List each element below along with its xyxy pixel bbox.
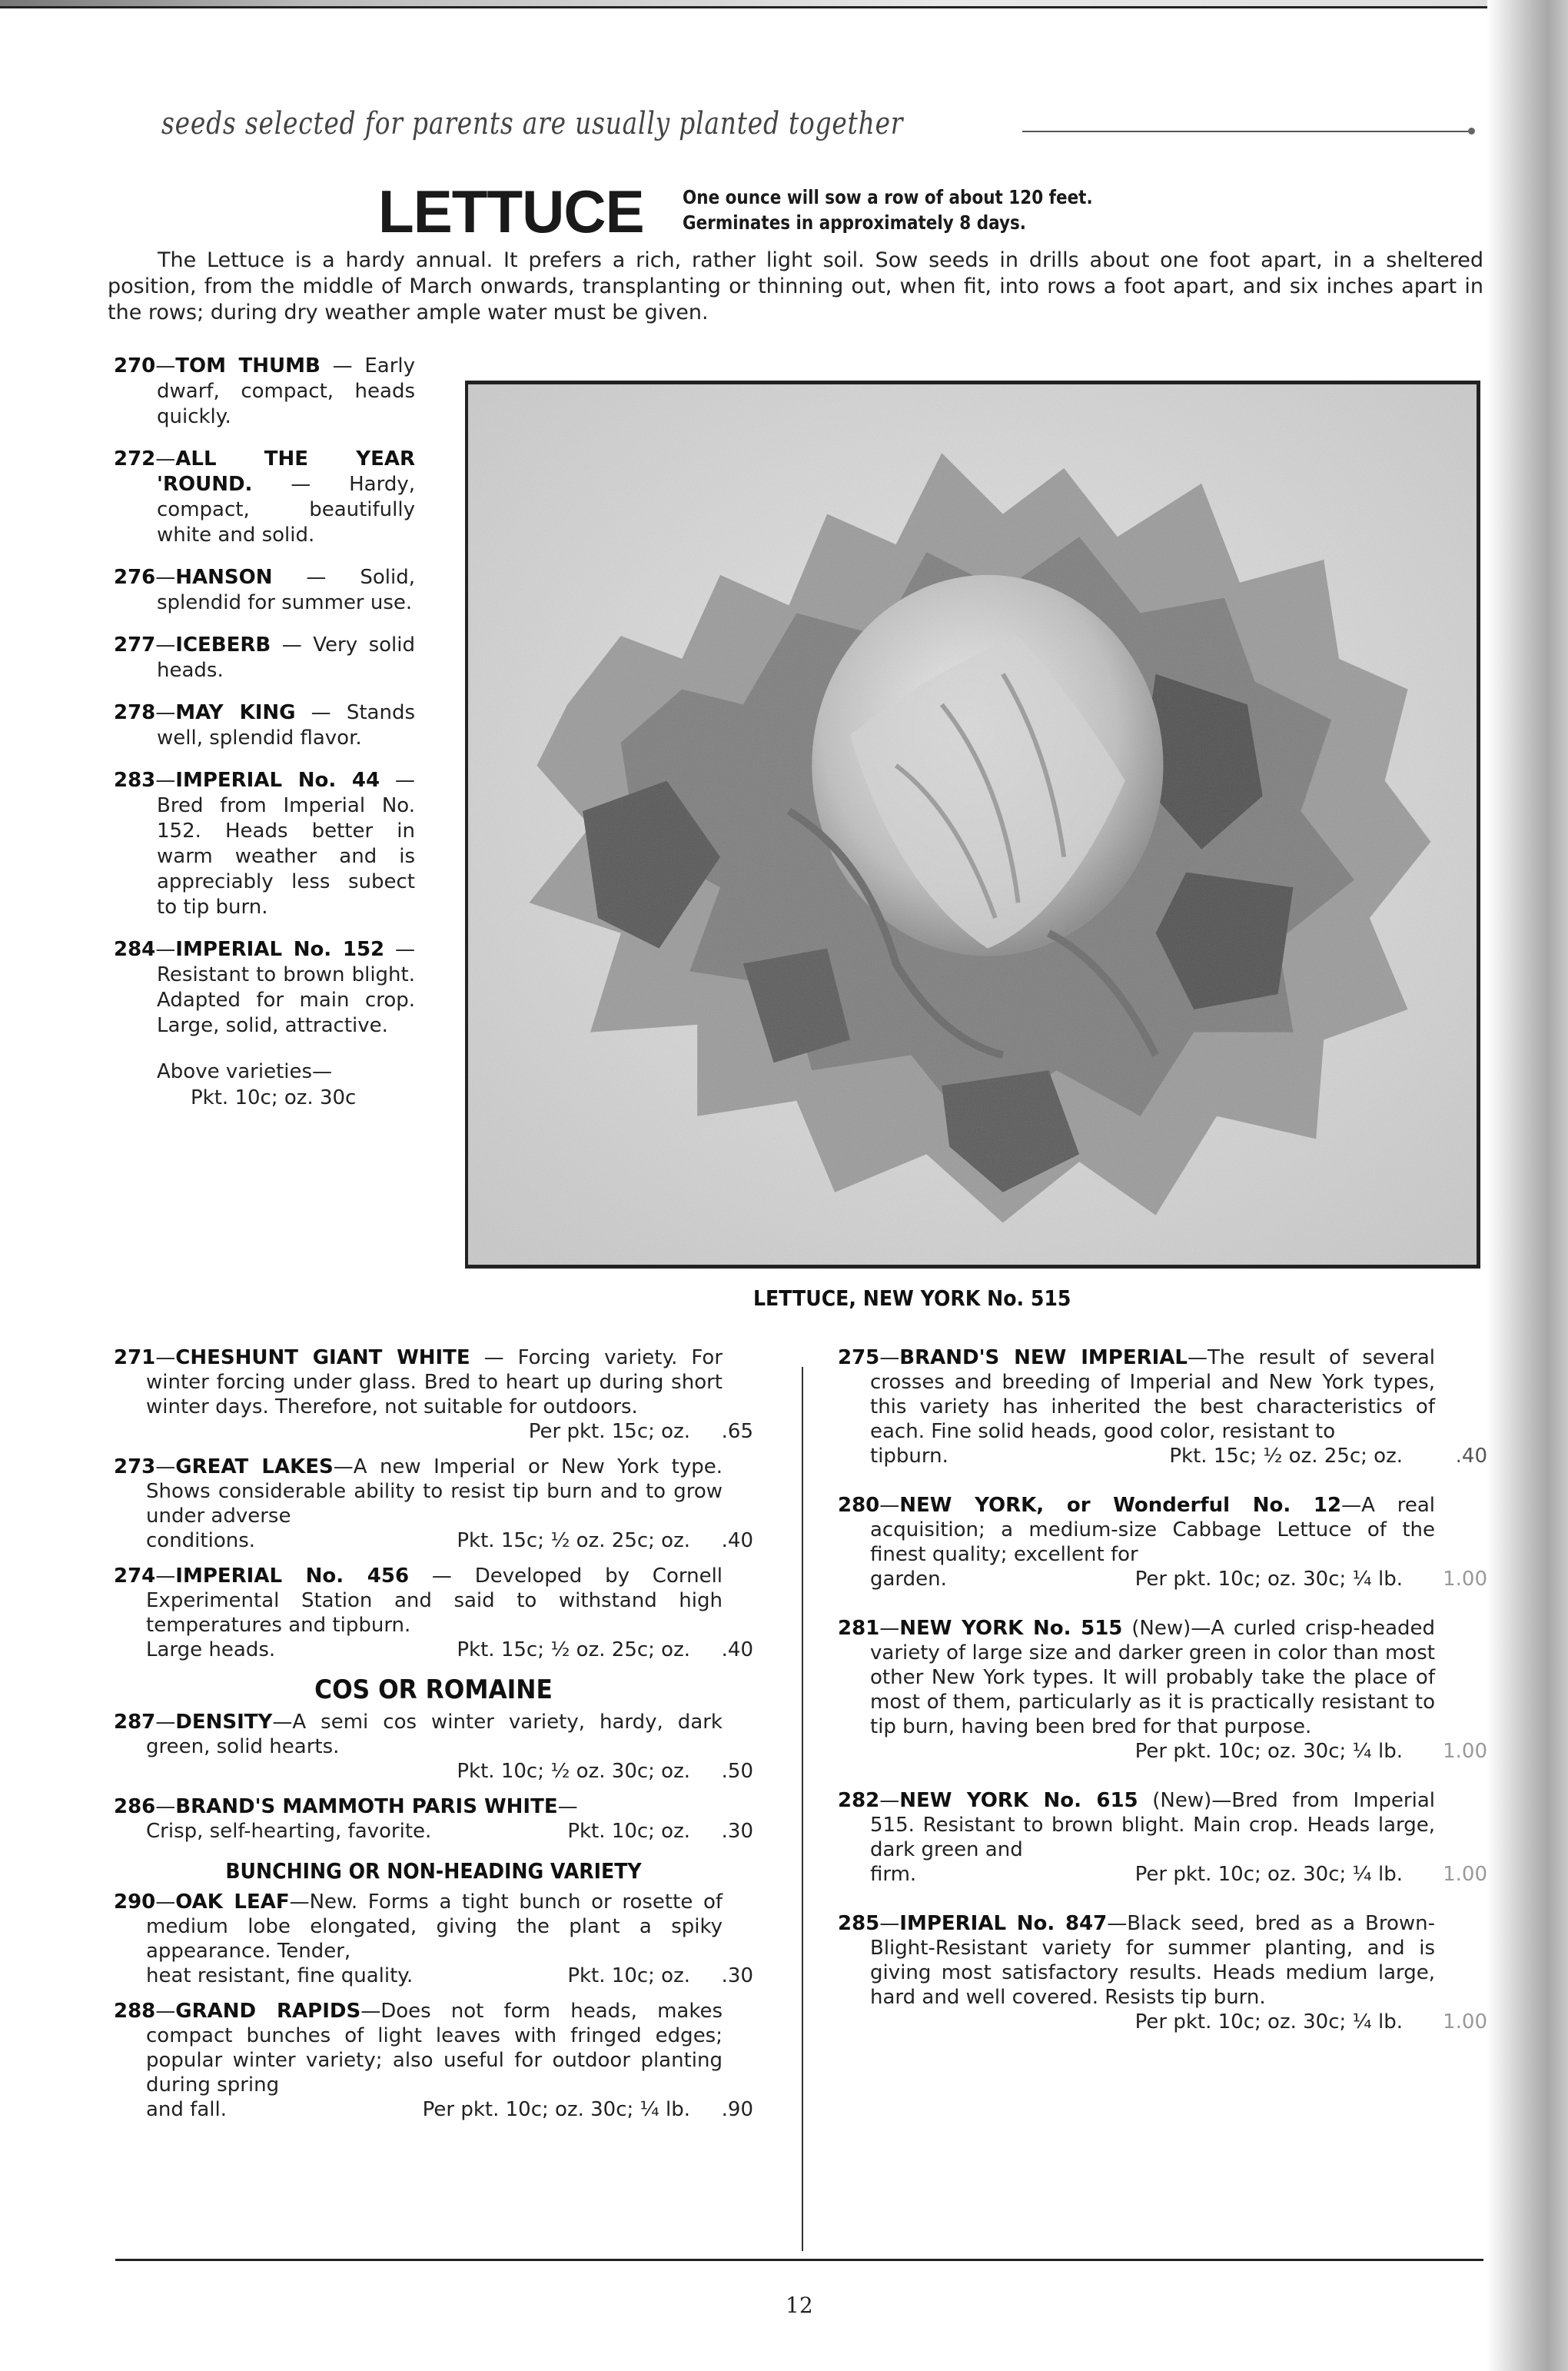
item-price-amount: 1.00	[1443, 1740, 1487, 1763]
above-varieties-note	[114, 1059, 415, 1111]
running-head-rule-end	[1468, 128, 1475, 135]
item-description-block: 282—NEW YORK No. 615 (New)—Bred from Imperial 515. Resistant to brown blight. Main crop. Heads large, dark green and	[838, 1789, 1436, 1861]
catalog-item	[838, 1493, 1487, 1591]
item-description-block: 274—IMPERIAL No. 456 — Developed by Cornell Experimental Station and said to withstand high temperatures and tipburn.	[114, 1565, 723, 1637]
item-separator: —	[1107, 1912, 1128, 1935]
variety-entry: 277—ICEBERB — Very solid heads.	[114, 633, 416, 682]
variety-name: TOM THUMB	[175, 354, 321, 377]
variety-number: 278	[114, 701, 156, 724]
item-separator: —	[409, 1565, 475, 1588]
item-price-amount: 1.00	[1443, 2010, 1487, 2033]
item-price-amount: .30	[721, 1820, 753, 1843]
item-description-tail: conditions.	[146, 1529, 256, 1552]
photo-caption: LETTUCE, NEW YORK No. 515	[753, 1285, 1071, 1311]
variety-entry: 270—TOM THUMB — Early dwarf, compact, heads quickly.	[114, 354, 415, 428]
item-name: NEW YORK, or Wonderful No. 12	[899, 1494, 1342, 1517]
item-price-line	[114, 1964, 690, 1988]
item-name: GRAND RAPIDS	[175, 2000, 361, 2023]
item-price-label: Pkt. 15c; ½ oz. 25c; oz.	[457, 1638, 690, 1661]
variety-description: Resistant to brown blight. Adapted for main crop. Large, solid, attractive.	[157, 963, 415, 1037]
item-name: CHESHUNT GIANT WHITE	[175, 1346, 470, 1369]
item-price-line	[114, 1419, 690, 1444]
variety-name: ALL THE YEAR 'ROUND.	[157, 447, 415, 496]
catalog-item	[114, 1710, 753, 1784]
variety-number: 277	[114, 633, 156, 657]
item-description-tail: tipburn.	[870, 1445, 948, 1468]
item-name: NEW YORK No. 515	[899, 1617, 1123, 1640]
running-head: seeds selected for parents are usually planted together	[161, 106, 904, 141]
item-price-line	[114, 2097, 690, 2122]
item-description-block: 275—BRAND'S NEW IMPERIAL—The result of several crosses and breeding of Imperial and New York types, this variety has inherited the best characteristics of each. Fine solid heads, good color, resistant to	[838, 1346, 1435, 1443]
item-price-label: Pkt. 15c; ½ oz. 25c; oz.	[457, 1529, 690, 1552]
catalog-item	[114, 1999, 753, 2122]
item-price-label: Per pkt. 10c; oz. 30c; ¼ lb.	[1134, 1740, 1403, 1763]
item-name: BRAND'S NEW IMPERIAL	[899, 1346, 1188, 1369]
variety-description: Stands well, splendid flavor.	[157, 701, 416, 750]
item-description-block: 286—BRAND'S MAMMOTH PARIS WHITE—	[114, 1795, 578, 1818]
item-price-label: Pkt. 15c; ½ oz. 25c; oz.	[1169, 1445, 1403, 1468]
item-description: Black seed, bred as a Brown-Blight-Resistant variety for summer planting, and is giving most satisfactory results. Heads medium large, hard and well covered. Resists tip burn.	[870, 1912, 1435, 2009]
catalog-item	[114, 1890, 753, 1988]
item-price-label: Per pkt. 10c; oz. 30c; ¼ lb.	[1134, 1568, 1403, 1591]
item-price-label: Per pkt. 10c; oz. 30c; ¼ lb.	[422, 2098, 690, 2121]
left-variety-list	[114, 354, 415, 1111]
item-number: 273	[114, 1455, 156, 1478]
item-description: Does not form heads, makes compact bunches of light leaves with fringed edges; popular winter variety; also useful for outdoor planting during spring	[146, 2000, 723, 2097]
item-price-line	[838, 1444, 1403, 1468]
column-divider	[802, 1367, 803, 2251]
variety-description: Early dwarf, compact, heads quickly.	[157, 354, 415, 428]
item-description-tail: and fall.	[146, 2098, 227, 2121]
item-price-label: Pkt. 10c; oz.	[567, 1820, 690, 1843]
scan-top-rule	[0, 6, 1568, 8]
item-separator: —	[272, 1711, 293, 1734]
item-price-amount: 1.00	[1443, 1568, 1487, 1591]
item-number: 271	[114, 1346, 156, 1369]
item-description-tail: garden.	[870, 1568, 947, 1591]
item-description-tail: heat resistant, fine quality.	[146, 1964, 414, 1987]
variety-entry: 276—HANSON — Solid, splendid for summer use.	[114, 566, 415, 614]
above-varieties-price: Pkt. 10c; oz. 30c	[191, 1086, 357, 1109]
variety-name: IMPERIAL No. 152	[175, 938, 385, 961]
running-head-rule	[1022, 131, 1472, 132]
item-description: Forcing variety. For winter forcing under glass. Bred to heart up during short winter days. Therefore, not suitable for outdoors.	[146, 1346, 723, 1418]
item-price-amount: .50	[721, 1760, 753, 1783]
item-price-line	[838, 1739, 1403, 1764]
variety-number: 272	[114, 447, 156, 471]
item-separator: —	[360, 2000, 381, 2023]
item-price-amount: .40	[721, 1638, 753, 1661]
item-price-amount: .40	[721, 1529, 753, 1552]
item-price-line	[114, 1819, 690, 1844]
item-price-line	[114, 1759, 690, 1784]
catalog-item	[114, 1564, 753, 1662]
lettuce-head-image	[468, 384, 1477, 1265]
subtitle-line-sowing: One ounce will sow a row of about 120 feet.	[683, 186, 1093, 208]
item-separator: —	[289, 1890, 310, 1914]
item-description-block: 273—GREAT LAKES—A new Imperial or New York type. Shows considerable ability to resist tip burn and to grow under adverse	[114, 1455, 723, 1528]
item-description-block: 281—NEW YORK No. 515 (New)—A curled crisp-headed variety of large size and darker green in color than most other New York types. It will probably take the place of most of them, particularly as it is practically resistant to tip burn, having been bred for that purpose.	[838, 1617, 1436, 1738]
item-separator: —	[470, 1346, 518, 1369]
page-number: 12	[786, 2293, 813, 2318]
item-description: A real acquisition; a medium-size Cabbage Lettuce of the finest quality; excellent for	[870, 1494, 1435, 1566]
section-heading-cos-romaine: COS OR ROMAINE	[314, 1674, 553, 1705]
item-number: 286	[114, 1795, 156, 1818]
catalog-item	[838, 1911, 1487, 2034]
item-description: A curled crisp-headed variety of large size and darker green in color than most other New York types. It will probably take the place of most of them, particularly as it is practically resistant to tip burn, having been bred for that purpose.	[870, 1617, 1436, 1738]
item-name: BRAND'S MAMMOTH PARIS WHITE	[175, 1795, 558, 1818]
bottom-left-column	[114, 1345, 753, 2133]
section-heading-bunching: BUNCHING OR NON-HEADING VARIETY	[225, 1858, 642, 1884]
item-number: 290	[114, 1890, 156, 1914]
variety-entry: 278—MAY KING — Stands well, splendid flavor.	[114, 701, 416, 750]
variety-number: 276	[114, 566, 156, 589]
item-description-tail: Large heads.	[146, 1638, 276, 1661]
variety-description: Hardy, compact, beautifully white and solid.	[157, 473, 415, 547]
item-price-line	[114, 1528, 690, 1553]
catalog-item	[838, 1788, 1487, 1887]
item-price-amount: .40	[1455, 1445, 1487, 1468]
item-price-line	[838, 1567, 1403, 1591]
item-number: 287	[114, 1711, 156, 1734]
catalog-item	[114, 1345, 753, 1444]
lettuce-photo	[465, 381, 1480, 1269]
above-varieties-label: Above varieties—	[157, 1060, 333, 1083]
variety-number: 283	[114, 769, 156, 792]
item-description-block: 285—IMPERIAL No. 847—Black seed, bred as a Brown-Blight-Resistant variety for summer planting, and is giving most satisfactory results. Heads medium large, hard and well covered. Resists tip burn.	[838, 1912, 1435, 2009]
item-name: GREAT LAKES	[175, 1455, 334, 1478]
title-subtitle	[683, 185, 1093, 235]
variety-number: 270	[114, 354, 156, 377]
variety-name: HANSON	[175, 566, 273, 589]
variety-entry: 283—IMPERIAL No. 44 — Bred from Imperial No. 152. Heads better in warm weather and is appreciably less subect to tip burn.	[114, 769, 415, 919]
item-name: IMPERIAL No. 847	[899, 1912, 1108, 1935]
item-description-block: 280—NEW YORK, or Wonderful No. 12—A real acquisition; a medium-size Cabbage Lettuce of the finest quality; excellent for	[838, 1494, 1435, 1566]
item-number: 281	[838, 1617, 880, 1640]
item-price-label: Pkt. 10c; ½ oz. 30c; oz.	[457, 1760, 690, 1783]
item-separator: —	[1211, 1789, 1232, 1812]
page-title: LETTUCE	[378, 178, 644, 245]
item-description-block: 287—DENSITY—A semi cos winter variety, hardy, dark green, solid hearts.	[114, 1711, 723, 1758]
catalog-item	[114, 1455, 753, 1553]
item-separator: —	[557, 1795, 578, 1818]
item-number: 285	[838, 1912, 880, 1935]
variety-name: ICEBERB	[175, 633, 271, 657]
variety-name: MAY KING	[175, 701, 296, 724]
item-price-line	[114, 1638, 690, 1662]
item-name: OAK LEAF	[175, 1890, 290, 1914]
item-separator: —	[1341, 1494, 1362, 1517]
variety-description: Very solid heads.	[157, 633, 416, 682]
item-separator: —	[1191, 1617, 1211, 1640]
item-name: DENSITY	[175, 1711, 273, 1734]
item-separator: —	[1187, 1346, 1208, 1369]
item-price-line	[838, 1862, 1403, 1887]
item-description: Bred from Imperial 515. Resistant to brown blight. Main crop. Heads large, dark green and	[870, 1789, 1436, 1861]
catalog-item	[114, 1794, 753, 1844]
item-number: 275	[838, 1346, 880, 1369]
item-price-amount: .30	[721, 1964, 753, 1987]
item-price-label: Pkt. 10c; oz.	[567, 1964, 690, 1987]
item-new-tag: (New)	[1138, 1789, 1212, 1812]
item-name: NEW YORK No. 615	[899, 1789, 1138, 1812]
item-description-block: 288—GRAND RAPIDS—Does not form heads, makes compact bunches of light leaves with fringed edges; popular winter variety; also useful for outdoor planting during spring	[114, 2000, 723, 2097]
item-number: 280	[838, 1494, 880, 1517]
variety-description: Solid, splendid for summer use.	[157, 566, 415, 614]
item-description-block: 271—CHESHUNT GIANT WHITE — Forcing variety. For winter forcing under glass. Bred to heart up during short winter days. Therefore, not suitable for outdoors.	[114, 1346, 723, 1418]
item-description: New. Forms a tight bunch or rosette of medium lobe elongated, giving the plant a spiky appearance. Tender,	[146, 1890, 723, 1963]
page-gutter-shadow	[1487, 0, 1568, 2371]
item-description: The result of several crosses and breeding of Imperial and New York types, this variety has inherited the best characteristics of each. Fine solid heads, good color, resistant to	[870, 1346, 1435, 1443]
item-description: A new Imperial or New York type. Shows considerable ability to resist tip burn and to grow under adverse	[146, 1455, 723, 1528]
item-price-amount: 1.00	[1443, 1863, 1487, 1886]
footer-rule	[115, 2259, 1483, 2261]
catalog-item	[838, 1616, 1487, 1764]
item-description-block: 290—OAK LEAF—New. Forms a tight bunch or rosette of medium lobe elongated, giving the plant a spiky appearance. Tender,	[114, 1890, 723, 1963]
item-price-label: Per pkt. 10c; oz. 30c; ¼ lb.	[1134, 2010, 1403, 2033]
subtitle-line-germination: Germinates in approximately 8 days.	[683, 211, 1026, 234]
item-number: 282	[838, 1789, 880, 1812]
item-separator: —	[333, 1455, 354, 1478]
item-number: 274	[114, 1565, 156, 1588]
item-description-tail: Crisp, self-hearting, favorite.	[146, 1820, 432, 1843]
item-price-amount: .90	[721, 2098, 753, 2121]
intro-text: The Lettuce is a hardy annual. It prefers a rich, rather light soil. Sow seeds in drills about one foot apart, in a sheltered position, from the middle of March onwards, transplanting or thinning out, when fit, into rows a foot apart, and six inches apart in the rows; during dry weather ample water must be given.	[108, 248, 1483, 324]
item-price-line	[838, 2010, 1403, 2034]
item-price-amount: .65	[721, 1420, 753, 1443]
variety-description: Bred from Imperial No. 152. Heads better in warm weather and is appreciably less subect to tip burn.	[157, 794, 415, 919]
item-new-tag: (New)	[1122, 1617, 1191, 1640]
item-description: Developed by Cornell Experimental Station and said to withstand high temperatures and tipburn.	[146, 1565, 723, 1637]
item-description: A semi cos winter variety, hardy, dark green, solid hearts.	[146, 1711, 723, 1758]
item-name: IMPERIAL No. 456	[175, 1565, 410, 1588]
variety-number: 284	[114, 938, 156, 961]
item-price-label: Per pkt. 15c; oz.	[528, 1420, 690, 1443]
bottom-right-column	[838, 1345, 1487, 2059]
item-number: 288	[114, 2000, 156, 2023]
variety-entry: 284—IMPERIAL No. 152 — Resistant to brown blight. Adapted for main crop. Large, solid, attractive.	[114, 938, 415, 1037]
variety-entry: 272—ALL THE YEAR 'ROUND. — Hardy, compact, beautifully white and solid.	[114, 447, 415, 547]
variety-name: IMPERIAL No. 44	[175, 769, 380, 792]
item-description-tail: firm.	[870, 1863, 917, 1886]
intro-paragraph	[108, 248, 1483, 326]
item-price-label: Per pkt. 10c; oz. 30c; ¼ lb.	[1134, 1863, 1403, 1886]
catalog-item	[838, 1345, 1487, 1468]
